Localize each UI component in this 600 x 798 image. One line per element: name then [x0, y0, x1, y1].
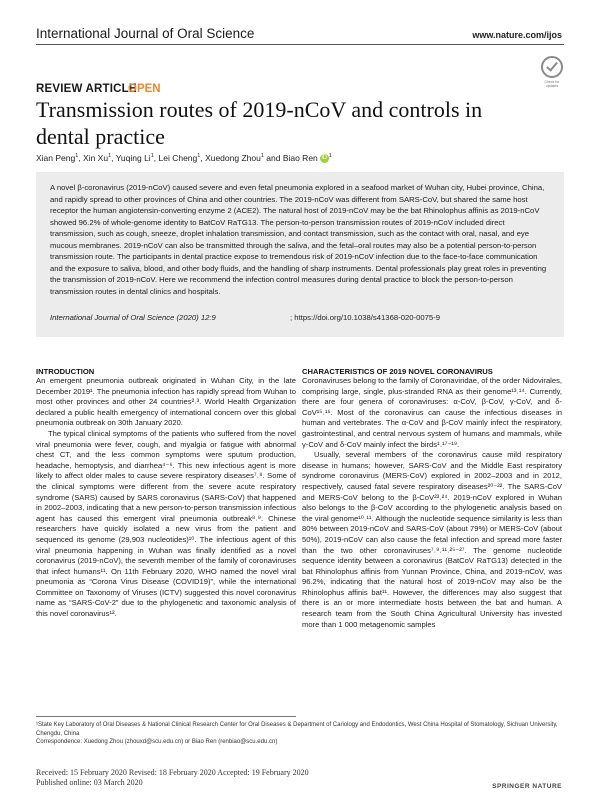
article-dates	[36, 768, 309, 788]
affiliation-text: ¹State Key Laboratory of Oral Diseases & National Clinical Research Center for Oral Diseases & Department of Cariology and Endodontics, West China Hospital of Stomatology, Sichuan University, Chengdu, China	[36, 722, 558, 737]
check-icon	[541, 56, 563, 78]
doi-link[interactable]: ; https://doi.org/10.1038/s41368-020-0075-9	[290, 313, 441, 322]
paragraph: Coronaviruses belong to the family of Coronaviridae, of the order Nidovirales, comprising large, single, plus-stranded RNA as their genome¹³˒¹⁴. Currently, there are four genera of coronaviruses: α-CoV, β-CoV, γ-CoV, and δ-CoV¹⁵˒¹⁶. Most of the coronavirus can cause the infectious diseases in human and vertebrates. The α-CoV and β-CoV mainly infect the respiratory, gastrointestinal, and central nervous system of humans and mammals, while γ-CoV and δ-CoV mainly infect the birds¹˒¹⁷⁻¹⁹.	[302, 376, 562, 449]
paragraph: The typical clinical symptoms of the patients who suffered from the novel viral pneumonia were fever, cough, and myalgia or fatigue with abnormal chest CT, and the less common symptoms were sputum production, headache, hemoptysis, and diarrhea⁴⁻⁶. This new infectious agent is more likely to affect older males to cause severe respiratory diseases⁷˒⁸. Some of the clinical symptoms were different from the severe acute respiratory syndrome (SARS) caused by SARS coronavirus (SARS-CoV) that happened in 2002–2003, indicating that a new person-to-person transmission infectious agent has caused this emergent viral pneumonia outbreak⁸˒⁹. Chinese researchers have quickly isolated a new virus from the patient and sequenced its genome (29,903 nucleotides)¹⁰. The infectious agent of this viral pneumonia happening in Wuhan was finally identified as a novel coronavirus (2019-nCoV), the seventh member of the family of coronaviruses that infect humans¹¹. On 11th February 2020, WHO named the novel viral pneumonia as “Corona Virus Disease (COVID19)”, while the international Committee on Taxonomy of Viruses (ICTV) suggested this novel coronavirus name as “SARS-CoV-2” due to the phylogenetic and taxonomic analysis of this novel coronavirus¹².	[36, 428, 296, 619]
citation-text: International Journal of Oral Science (2020) 12:9	[50, 313, 216, 322]
left-column	[36, 376, 296, 620]
check-for-updates-badge[interactable]	[540, 56, 564, 86]
right-column	[302, 376, 562, 630]
article-type-label: REVIEW ARTICLE	[36, 83, 137, 95]
author-name: Xin Xu	[83, 153, 109, 163]
article-title: Transmission routes of 2019-nCoV and controls in dental practice	[36, 97, 483, 149]
author-affiliation-mark: 1	[328, 153, 332, 160]
orcid-icon[interactable]: iD	[321, 155, 328, 162]
section-heading-characteristics: CHARACTERISTICS OF 2019 NOVEL CORONAVIRUS	[302, 367, 493, 376]
publisher-logo: SPRINGER NATURE	[492, 783, 562, 790]
author-name: Yuqing Li	[115, 153, 151, 163]
author-name: Biao Ren	[282, 153, 318, 163]
journal-url-link[interactable]: www.nature.com/ijos	[472, 30, 562, 40]
open-access-label: OPEN	[128, 83, 161, 95]
author-name: Xuedong Zhou	[205, 153, 261, 163]
author-affiliation-mark: 1	[150, 153, 154, 160]
author-list: Xian Peng$^1$, Xin Xu$^1$, Yuqing Li$^1$, Lei Cheng$^1$, Xuedong Zhou$^1$ and Biao Ren iD $^1$	[36, 153, 332, 163]
published-date: Published online: 03 March 2020	[36, 778, 143, 787]
paragraph: Usually, several members of the coronavirus cause mild respiratory disease in humans; however, SARS-CoV and the Middle East respiratory syndrome coronavirus (MERS-CoV) explored in 2002–2003 and in 2012, respectively, caused fatal severe respiratory diseases²⁰⁻²². The SARS-CoV and MERS-CoV belong to the β-CoV²³˒²⁴. 2019-nCoV explored in Wuhan also belongs to the β-CoV according to the phylogenetic analysis based on the viral genome¹⁰˒¹¹. Although the nucleotide sequence similarity is less than 80% between 2019-nCoV and SARS-CoV (about 79%) or MERS-CoV (about 50%), 2019-nCoV can also cause the fetal infection and spread more faster than the two other coronaviruses⁷˒⁹˒¹¹˒²⁵⁻²⁷. The genome nucleotide sequence identity between a coronavirus (BatCoV RaTG13) detected in the bat Rhinolophus affinis from Yunnan Province, China, and 2019-nCoV, was 96.2%, indicating that the natural host of 2019-nCoV may also be the Rhinolophus affinis bat¹¹. However, the differences may also suggest that there is an or more intermediate hosts between the bat and human. A research team from the South China Agricultural University has invested more than 1 000 metagenomic samples	[302, 450, 562, 629]
author-name: Xian Peng	[36, 153, 76, 163]
paragraph: An emergent pneumonia outbreak originated in Wuhan City, in the late December 2019¹. The pneumonia infection has rapidly spread from Wuhan to most other provinces and other 24 countries²˒³. World Health Organization declared a public health emergency of international concern over this global pneumonia outbreak on 30th January 2020.	[36, 376, 296, 428]
footnote-divider	[36, 716, 296, 717]
author-affiliation-mark: 1	[260, 153, 264, 160]
author-affiliation-mark: 1	[108, 153, 112, 160]
journal-name: International Journal of Oral Science	[36, 26, 255, 41]
abstract-text: A novel β-coronavirus (2019-nCoV) caused severe and even fetal pneumonia explored in a seafood market of Wuhan city, Hubei province, China, and rapidly spread to other provinces of China and other countries. The 2019-nCoV was different from SARS-CoV, but shared the same host receptor the human angiotensin-converting enzyme 2 (ACE2). The natural host of 2019-nCoV may be the bat Rhinolophus affinis as 2019-nCoV showed 96.2% of whole-genome identity to BatCoV RaTG13. The person-to-person transmission routes of 2019-nCoV included direct transmission, such as cough, sneeze, droplet inhalation transmission, and contact transmission, such as the contact with oral, nasal, and eye mucous membranes. 2019-nCoV can also be transmitted through the saliva, and the fetal–oral routes may also be a potential person-to-person transmission route. The participants in dental practice expose to tremendous risk of 2019-nCoV infection due to the face-to-face communication and the exposure to saliva, blood, and other body fluids, and the handling of sharp instruments. Dental professionals play great roles in preventing the transmission of 2019-nCoV. Here we recommend the infection control measures during dental practice to block the person-to-person transmission routes in dental clinics and hospitals.	[50, 183, 547, 296]
author-affiliation-mark: 1	[197, 153, 201, 160]
header-divider	[36, 44, 564, 45]
author-name: Lei Cheng	[158, 153, 198, 163]
received-dates: Received: 15 February 2020 Revised: 18 February 2020 Accepted: 19 February 2020	[36, 768, 309, 777]
footnote-block	[36, 721, 564, 747]
author-affiliation-mark: 1	[75, 153, 79, 160]
correspondence-text: Correspondence: Xuedong Zhou (zhouxd@scu.edu.cn) or Biao Ren (renbiao@scu.edu.cn)	[36, 739, 278, 745]
section-heading-introduction: INTRODUCTION	[36, 367, 95, 376]
check-badge-label: Check for updates	[544, 80, 560, 88]
